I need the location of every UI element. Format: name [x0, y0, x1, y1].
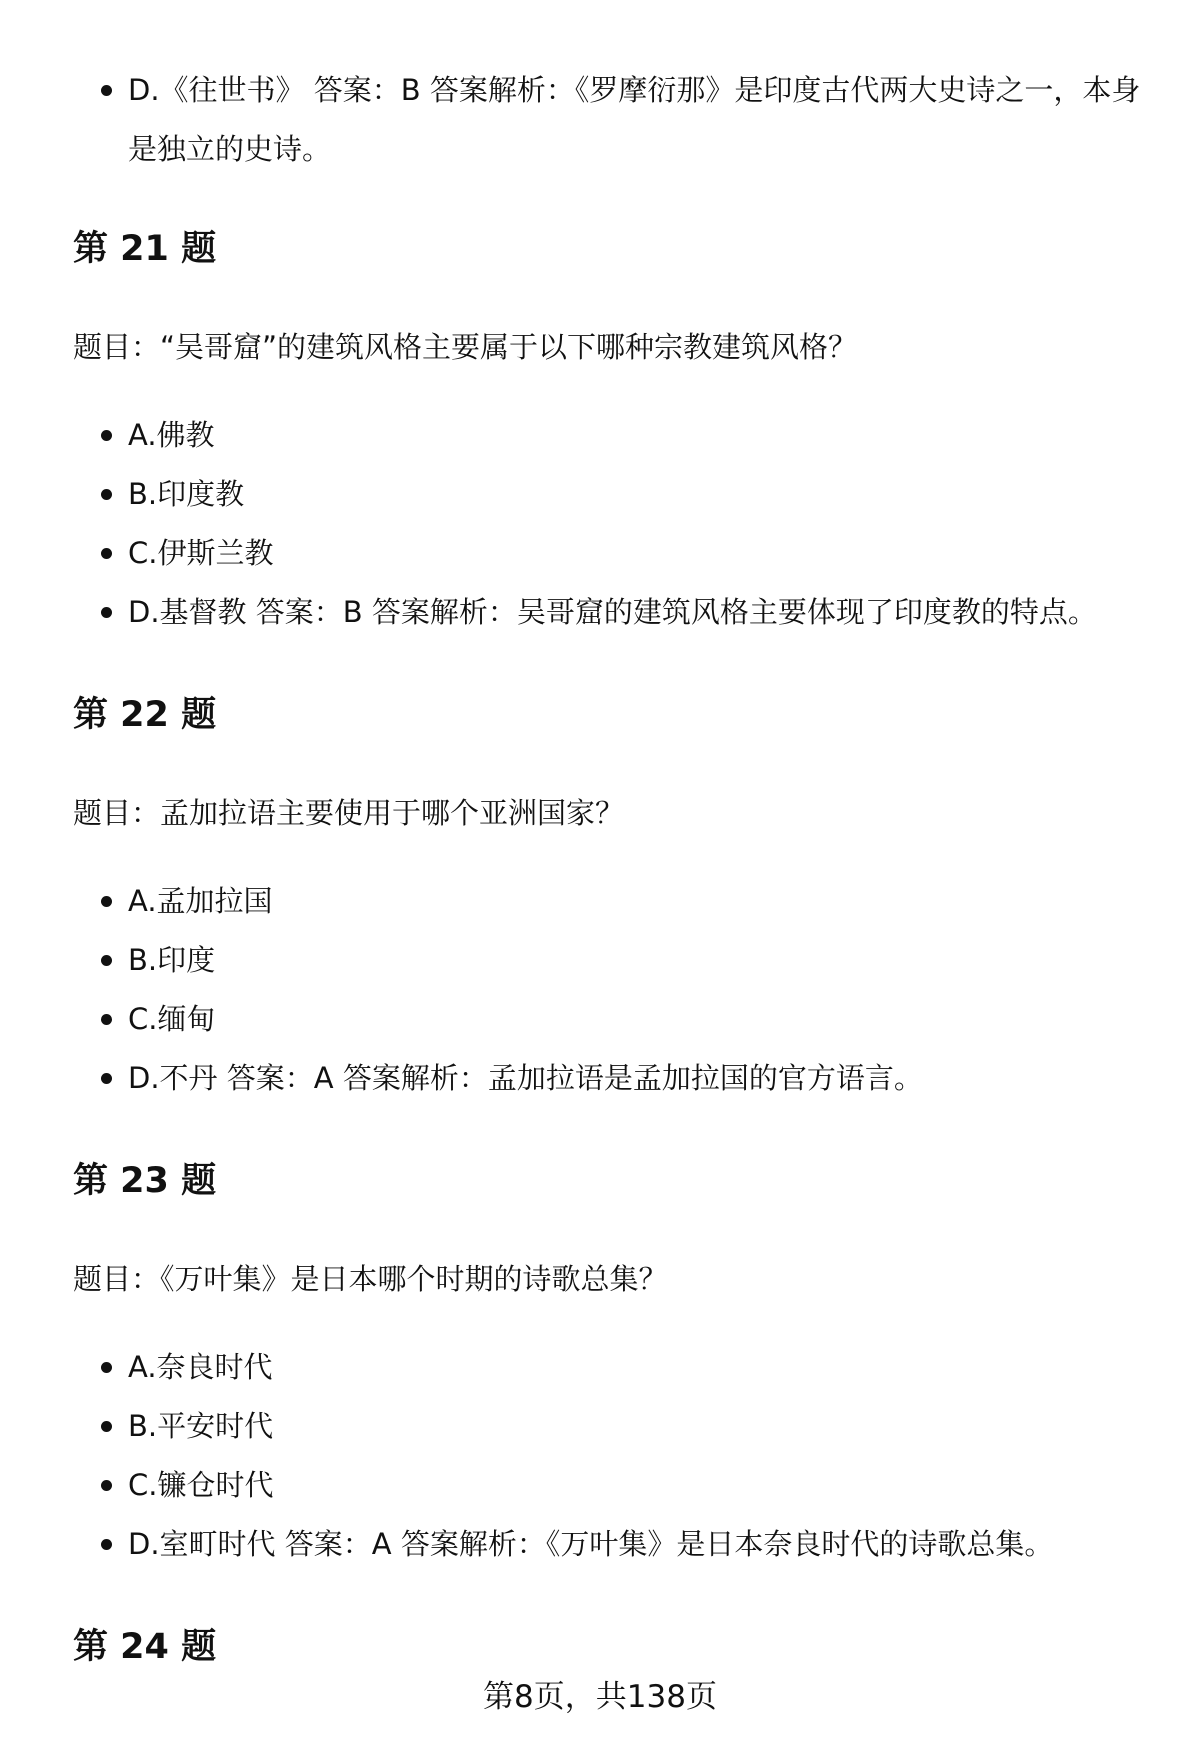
option-22-c: C.缅甸	[128, 999, 215, 1039]
question-heading-23: 第 23 题	[73, 1161, 217, 1201]
option-23-a: A.奈良时代	[128, 1347, 273, 1387]
question-text-22: 题目：孟加拉语主要使用于哪个亚洲国家？	[73, 796, 625, 830]
question-text-21: 题目：“吴哥窟”的建筑风格主要属于以下哪种宗教建筑风格？	[73, 330, 858, 364]
question-heading-24: 第 24 题	[73, 1627, 217, 1667]
option-21-b: B.印度教	[128, 474, 244, 514]
option-22-b: B.印度	[128, 940, 215, 980]
option-21-c: C.伊斯兰教	[128, 533, 273, 573]
option-22-d: D.不丹 答案：A 答案解析：孟加拉语是孟加拉国的官方语言。	[128, 1058, 923, 1098]
question-heading-21: 第 21 题	[73, 229, 217, 269]
option-23-c: C.镰仓时代	[128, 1465, 273, 1505]
option-21-a: A.佛教	[128, 415, 215, 455]
question-heading-22: 第 22 题	[73, 695, 217, 735]
option-d-previous: D.《往世书》 答案：B 答案解析：《罗摩衍那》是印度古代两大史诗之一，本身是独立的史诗。	[128, 61, 1158, 179]
question-text-23: 题目：《万叶集》是日本哪个时期的诗歌总集？	[73, 1262, 668, 1296]
option-22-a: A.孟加拉国	[128, 881, 273, 921]
option-23-d: D.室町时代 答案：A 答案解析：《万叶集》是日本奈良时代的诗歌总集。	[128, 1524, 1053, 1564]
page-indicator: 第8页，共138页	[483, 1679, 717, 1715]
option-21-d: D.基督教 答案：B 答案解析：吴哥窟的建筑风格主要体现了印度教的特点。	[128, 592, 1097, 632]
option-23-b: B.平安时代	[128, 1406, 273, 1446]
